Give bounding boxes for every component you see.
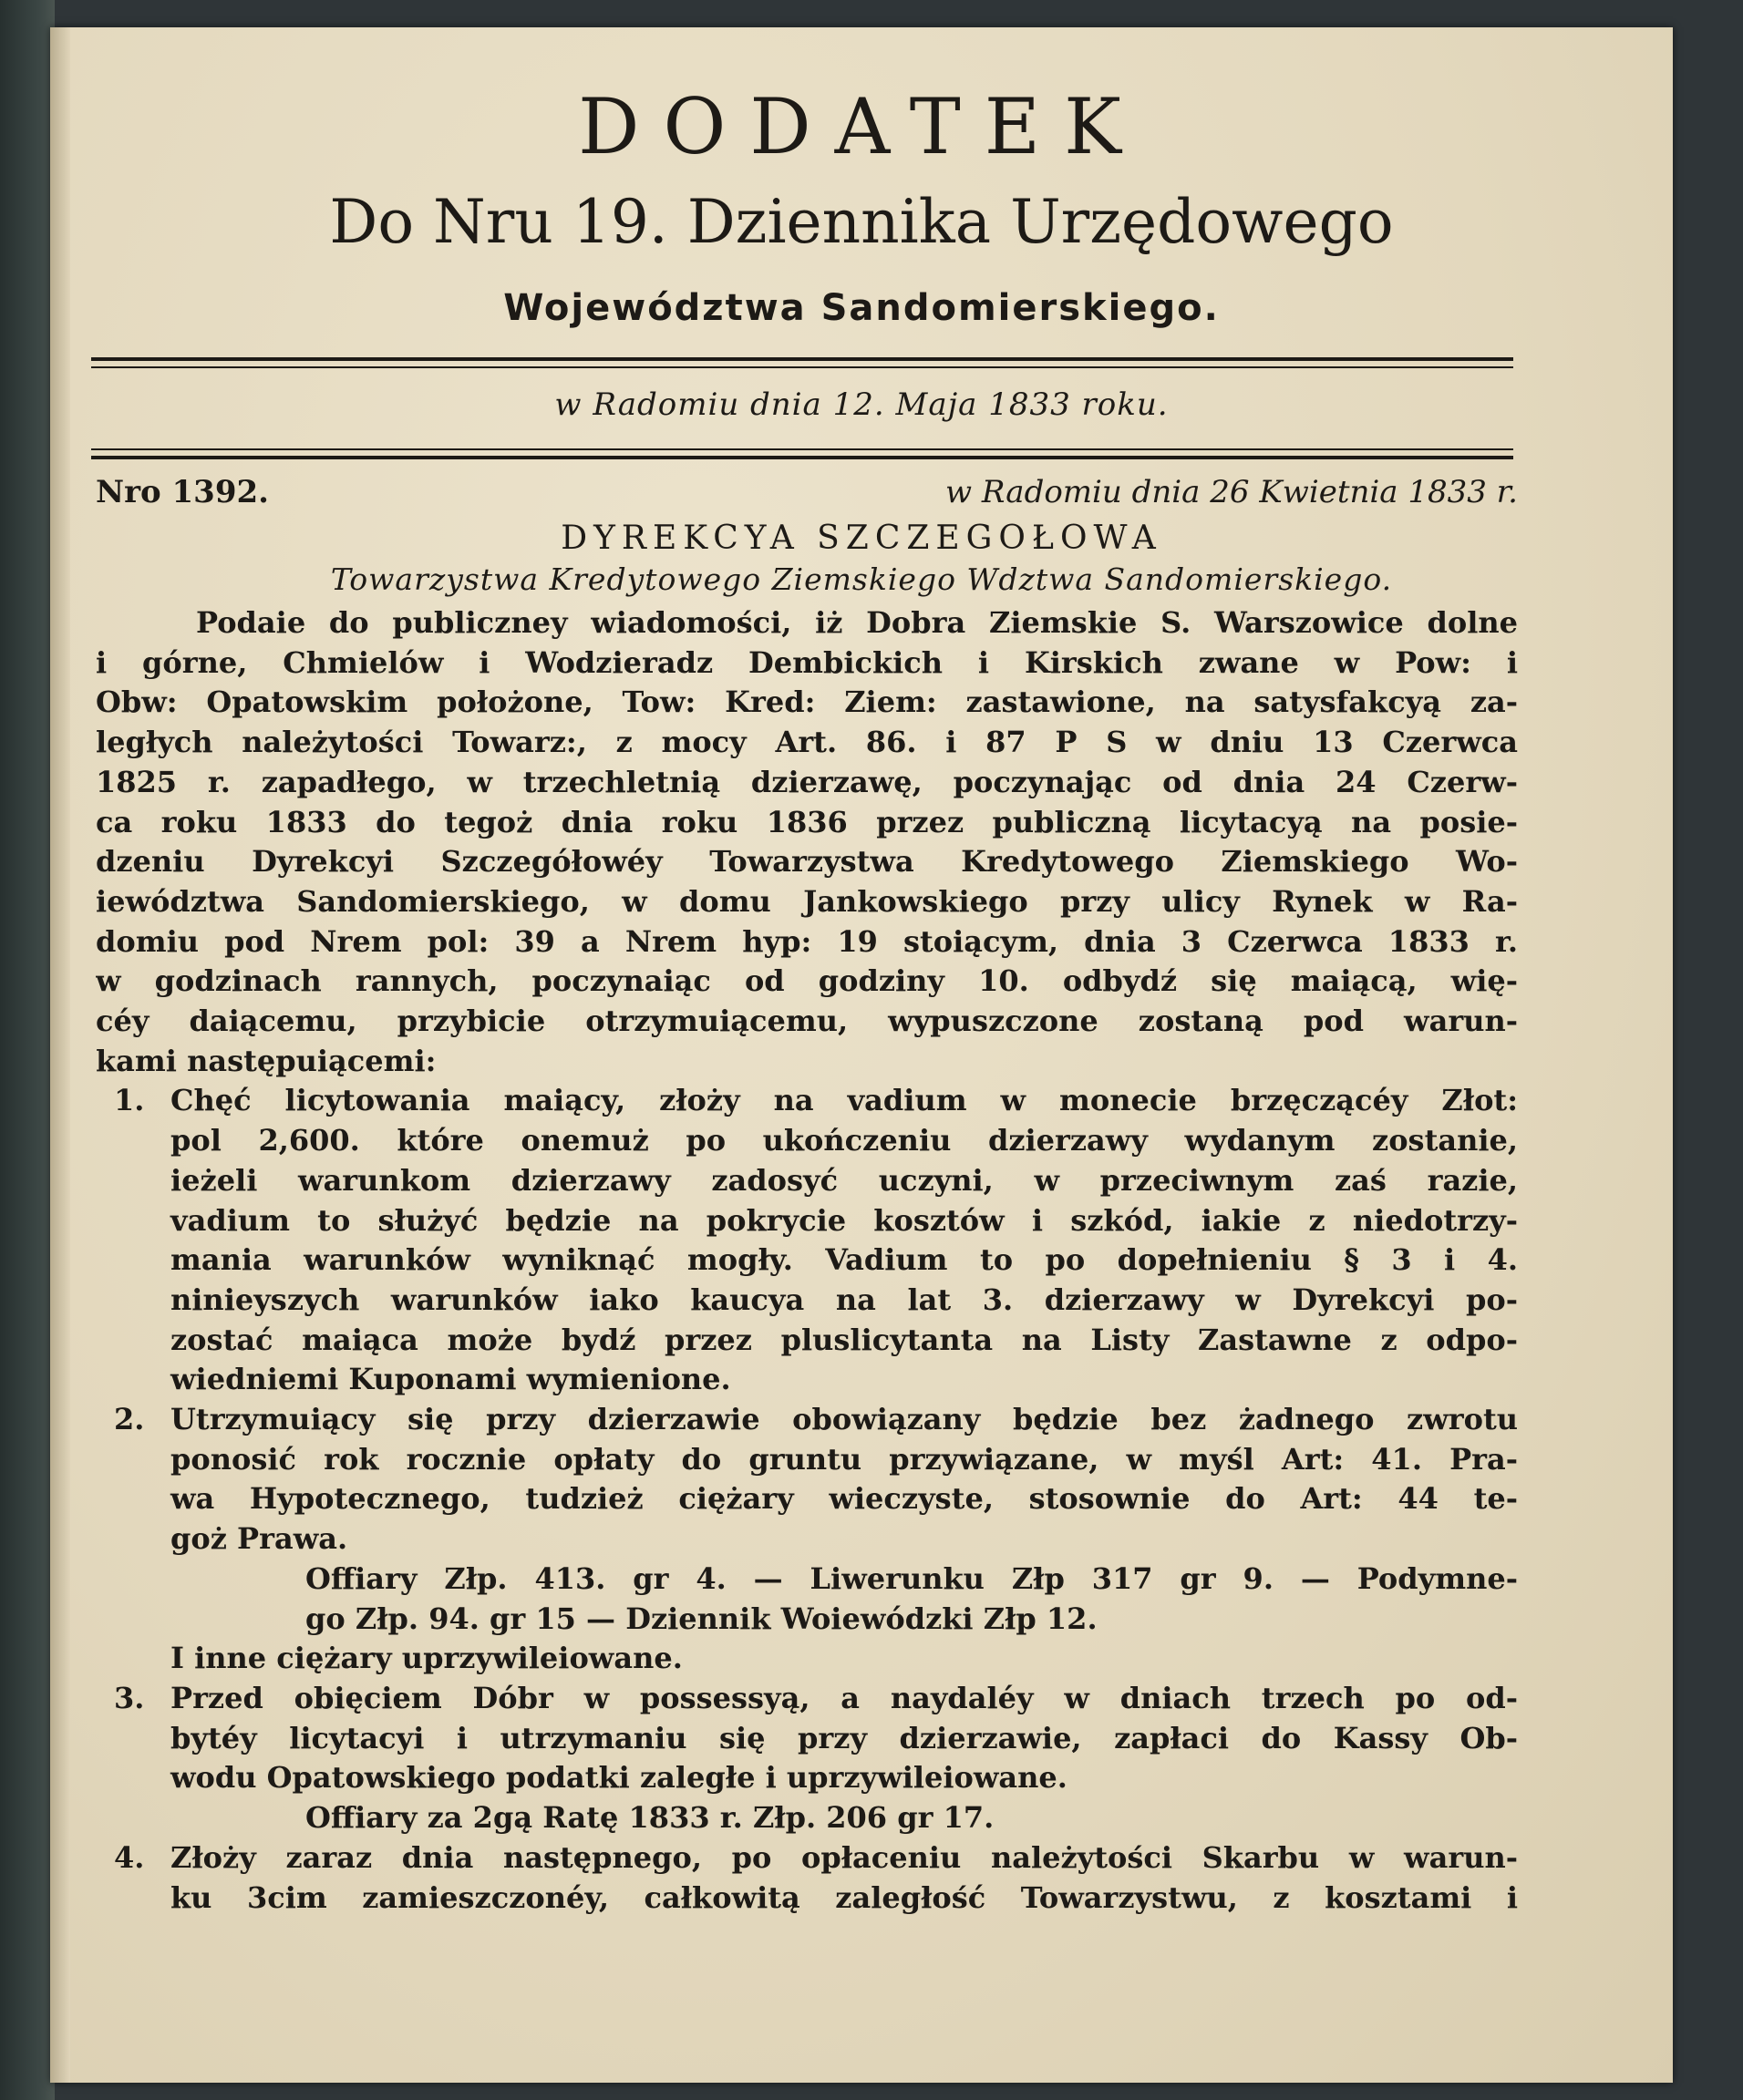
rule-divider [91, 456, 1513, 459]
notice-number: Nro 1392. [96, 474, 269, 510]
notice-subheading: Towarzystwa Kredytowego Ziemskiego Wdztwa Sandomierskiego. [330, 561, 1393, 597]
item-line: bytéy licytacyi i utrzymaniu się przy dzierzawie, zapłaci do Kassy Ob- [170, 1720, 1518, 1755]
text-line: Podaie do publiczney wiadomości, iż Dobra Ziemskie S. Warszowice dolne [196, 605, 1518, 640]
text-line: dzeniu Dyrekcyi Szczegółowéy Towarzystwa Kredytowego Ziemskiego Wo- [96, 844, 1518, 880]
item-line: ku 3cim zamieszczonéy, całkowitą zaległość Towarzystwu, z kosztami i [170, 1879, 1518, 1915]
text-line: céy daiącemu, przybicie otrzymuiącemu, wypuszczone zostaną pod warun- [96, 1004, 1518, 1039]
item-line: mania warunków wyniknąć mogły. Vadium to po dopełnieniu § 3 i 4. [170, 1242, 1518, 1278]
masthead-subtitle: Do Nru 19. Dziennika Urzędowego [329, 187, 1394, 257]
item-line: wa Hypotecznego, tudzież ciężary wieczyste, stosownie do Art: 44 te- [170, 1481, 1518, 1517]
text-line: iewództwa Sandomierskiego, w domu Jankowskiego przy ulicy Rynek w Ra- [96, 883, 1518, 919]
issue-dateline: w Radomiu dnia 12. Maja 1833 roku. [554, 386, 1169, 423]
item-line: Przed obięciem Dóbr w possessyą, a naydaléy w dniach trzech po od- [170, 1680, 1518, 1715]
page-spine-shadow [50, 27, 70, 2083]
item-line: ieżeli warunkom dzierzawy zadosyć uczyni, w przeciwnym zaś razie, [170, 1162, 1518, 1198]
masthead-region: Województwa Sandomierskiego. [503, 287, 1220, 329]
rule-divider [91, 448, 1513, 450]
item-line: wiedniemi Kuponami wymienione. [170, 1362, 731, 1397]
item-number: 1. [114, 1083, 145, 1118]
item-line: wodu Opatowskiego podatki zaległe i uprzywileiowane. [170, 1760, 1067, 1796]
text-line: Obw: Opatowskim położone, Tow: Kred: Ziem: zastawione, na satysfakcyą za- [96, 685, 1518, 720]
item-number: 3. [114, 1680, 145, 1715]
condition-item-4 [96, 1838, 1518, 1879]
text-line: i górne, Chmielów i Wodzieradz Dembickich i Kirskich zwane w Pow: i [96, 644, 1518, 680]
item-line: I inne ciężary uprzywileiowane. [170, 1641, 683, 1676]
rule-divider [91, 357, 1513, 361]
item-line: pol 2,600. które onemuż po ukończeniu dzierzawy wydanym zostanie, [170, 1123, 1518, 1158]
condition-item-1 [96, 1081, 1518, 1121]
notice-date: w Radomiu dnia 26 Kwietnia 1833 r. [945, 474, 1518, 510]
item-line: vadium to służyć będzie na pokrycie kosztów i szkód, iakie z niedotrzy- [170, 1202, 1518, 1238]
text-line: ca roku 1833 do tegoż dnia roku 1836 przez publiczną licytacyą na posie- [96, 804, 1518, 839]
item-line: Złoży zaraz dnia następnego, po opłaceniu należytości Skarbu w warun- [170, 1839, 1518, 1875]
notice-heading: DYREKCYA SZCZEGOŁOWA [561, 520, 1162, 557]
item-line: ponosić rok rocznie opłaty do gruntu przywiązane, w myśl Art: 41. Pra- [170, 1441, 1518, 1477]
text-line: w godzinach rannych, poczynaiąc od godziny 10. odbydź się maiącą, wię- [96, 963, 1518, 999]
item-number: 4. [114, 1839, 145, 1875]
item-number: 2. [114, 1402, 145, 1437]
masthead-title: DODATEK [578, 82, 1145, 171]
document-page [50, 27, 1673, 2083]
condition-item-2 [96, 1400, 1518, 1440]
notice-body [96, 603, 1518, 1918]
item-sub-line: Offiary za 2gą Ratę 1833 r. Złp. 206 gr 17. [305, 1800, 995, 1836]
condition-item-3 [96, 1679, 1518, 1719]
text-line: ległych należytości Towarz:, z mocy Art. 86. i 87 P S w dniu 13 Czerwca [96, 725, 1518, 760]
item-line: ninieyszych warunków iako kaucya na lat 3. dzierzawy w Dyrekcyi po- [170, 1282, 1518, 1317]
item-line: goż Prawa. [170, 1521, 348, 1557]
item-sub-line: Offiary Złp. 413. gr 4. — Liwerunku Złp 317 gr 9. — Podymne- [305, 1560, 1518, 1596]
text-line: domiu pod Nrem pol: 39 a Nrem hyp: 19 stoiącym, dnia 3 Czerwca 1833 r. [96, 923, 1518, 959]
text-line: 1825 r. zapadłego, w trzechletnią dzierzawę, poczynając od dnia 24 Czerw- [96, 764, 1518, 799]
item-sub-line: go Złp. 94. gr 15 — Dziennik Woiewódzki Złp 12. [305, 1601, 1098, 1636]
item-line: Utrzymuiący się przy dzierzawie obowiązany będzie bez żadnego zwrotu [170, 1402, 1518, 1437]
item-line: zostać maiąca może bydź przez pluslicytanta na Listy Zastawne z odpo- [170, 1322, 1518, 1357]
text-line: kami następuiącemi: [96, 1043, 437, 1078]
scan-background [0, 0, 55, 2100]
item-line: Chęć licytowania maiący, złoży na vadium w monecie brzęczącéy Złot: [170, 1083, 1518, 1118]
rule-divider [91, 366, 1513, 368]
